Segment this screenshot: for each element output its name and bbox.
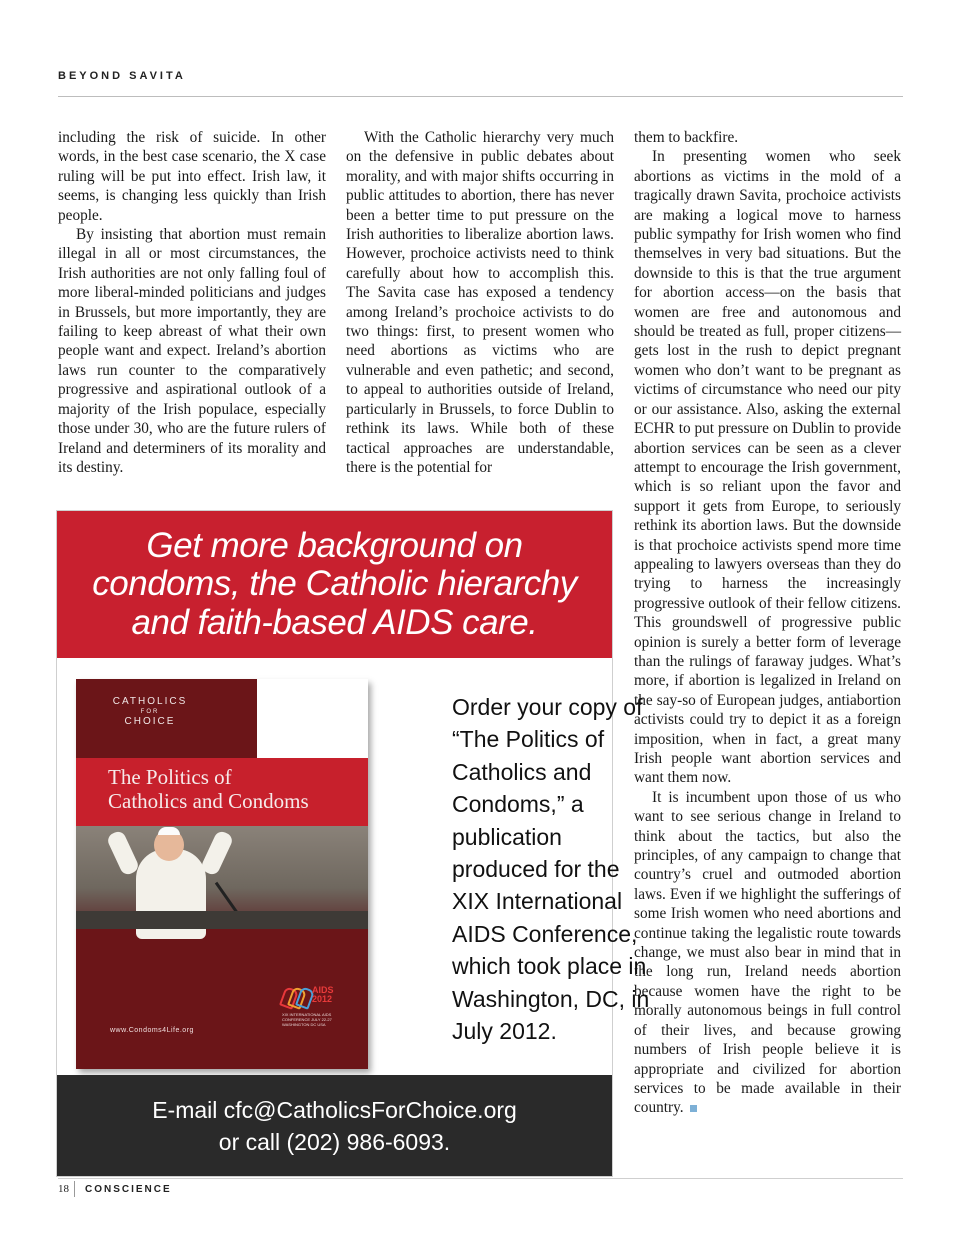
article-column-1 [58,128,326,477]
conference-logo-caption: XIX INTERNATIONAL AIDS CONFERENCE JULY 22-27 WASHINGTON DC USA [282,1012,332,1027]
paragraph: including the risk of suicide. In other words, in the best case scenario, the X case ruling will be put into effect. Irish law, it seems, is changing less quickly than Irish people. [58,129,326,224]
book-publisher-logo [110,697,190,727]
section-label: BEYOND SAVITA [58,70,186,82]
publisher-name-bottom: CHOICE [124,716,176,727]
aids-conference-logo [282,986,342,1030]
book-cover [76,679,368,1069]
ad-headline: Get more background on condoms, the Catholic hierarchy and faith-based AIDS care. [92,525,577,642]
book-title-line: Catholics and Condoms [108,789,309,813]
book-title [108,765,358,813]
ad-email[interactable]: E-mail cfc@CatholicsForChoice.org [152,1096,517,1123]
photo-figure-cap [158,827,180,835]
paragraph [634,788,901,1118]
photo-chair [76,911,368,929]
article-column-3 [634,128,901,1118]
paragraph-text: It is incumbent upon those of us who want to see serious change in Ireland to think about the tactics, but also the principles, of any campaign to change that country’s cruel and outmoded abortion laws. Even if we highlight the sufferings of some Irish women who need abortions and continue taking the legalistic route towards change, we must also bear in mind that in the long run, Ireland needs abortion because women have the right to be morally autonomous beings in full control of their lives, and because growing numbers of Irish people believe it is appropriate and civilized for abortion services to be made available in their country. [634,788,901,1117]
publisher-name-top: CATHOLICS [112,696,188,707]
publisher-name-mid: FOR [140,709,160,715]
book-cover-corner [257,679,368,758]
page-number: 18 [58,1183,69,1195]
paragraph: By insisting that abortion must remain illegal in all or most circumstances, the Irish authorities are not only falling foul of more liberal-minded politicians and judges in Brussels, but more importantly, they are failing to keep abreast of what their own people want and expect. Ireland’s abortion laws run counter to the comparatively progressive and aspirational outlook of a majority of the Irish populace, especially those under 30, who are the future rulers of Ireland and determiners of its morality and its destiny. [58,226,326,476]
magazine-name: CONSCIENCE [85,1184,172,1195]
ad-contact-bar [57,1075,612,1176]
book-title-line: The Politics of [108,765,232,789]
paragraph: With the Catholic hierarchy very much on the defensive in public debates about morality, and with major shifts occurring in public attitudes to abortion, there has never been a better time to put pressure on the Irish authorities to liberalize abortion laws. However, prochoice activists need to think carefully about how to accomplish this. The Savita case has exposed a tendency among Ireland’s prochoice activists to do two things: first, to present women who need abortions as victims who are vulnerable and even pathetic; and second, to appeal to authorities outside of Ireland, particularly in Brussels, to force Dublin to rethink its laws. While both of these tactical approaches are understandable, there is the potential for [346,129,614,476]
header-divider [58,96,903,97]
ad-order-text: Order your copy of “The Politics of Catholics and Condoms,” a publication produced for the XIX International AIDS Conference, which took place in Washington, DC, in July 2012. [452,694,650,1045]
footer-divider [58,1178,903,1179]
paragraph: them to backfire. [634,129,739,146]
advertisement [56,510,650,1177]
article-column-2 [346,128,614,477]
footer-separator [74,1181,75,1197]
paragraph: In presenting women who seek abortions as victims in the mold of a tragically drawn Savita, prochoice activists are making a logical move to harness public sympathy for Irish women who find themselves in very bad situations. But the downside to this is that the true argument for abortion access—on the basis that women are free and autonomous and should be treated as full, proper citizens—gets lost in the rush to depict pregnant women who don’t want to be pregnant as victims of circumstance who need our pity or our assistance. Also, asking the external ECHR to put pressure on Dublin to provide abortion services can be seen as a clever attempt to encourage the Irish government, which is so reliant upon the favor and support it gets from Europe, to seriously rethink its abortion laws. But the downside is that prochoice activists spend more time appealing to lawyers overseas than they do trying to harness the increasingly progressive outlook of their fellow citizens. This groundswell of progressive public opinion is surely a better form of leverage than the rulings of faraway judges. What’s more, if abortion is legalized in Ireland on the say-so of European judges, antiabortion activists could try to depict it as a foreign imposition, when in fact, a great many Irish people want abortion services and want them now. [634,148,901,787]
ad-phone: or call (202) 986-6093. [218,1128,451,1155]
end-of-article-mark [690,1105,697,1112]
ad-banner [57,511,612,658]
conference-logo-label: AIDS 2012 [312,985,334,1004]
book-url: www.Condoms4Life.org [110,1027,194,1034]
